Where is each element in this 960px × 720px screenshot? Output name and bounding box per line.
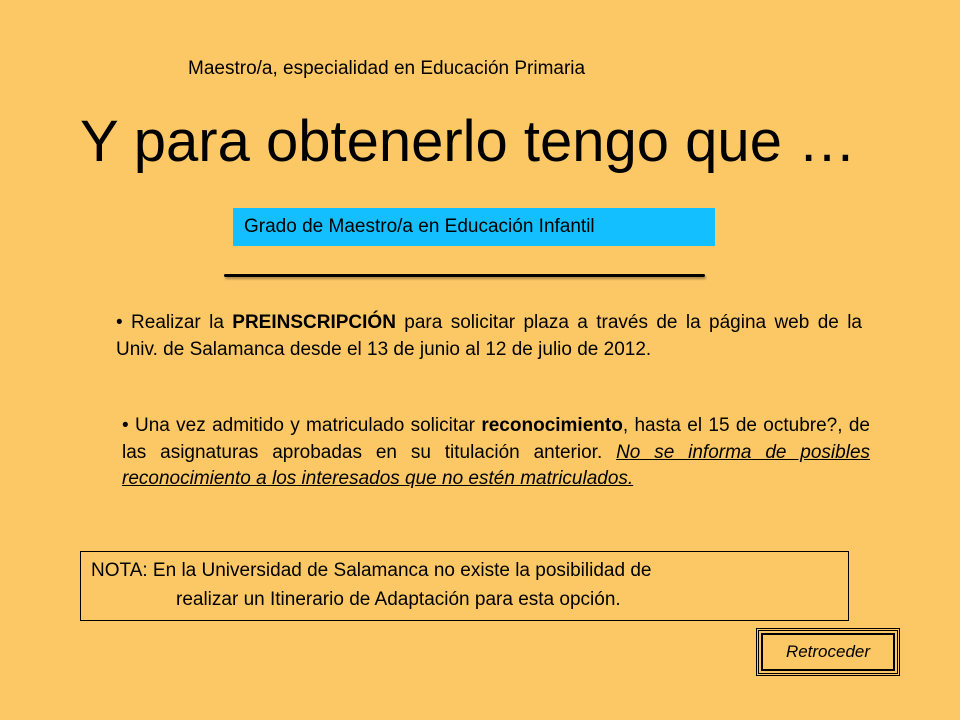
back-button[interactable]	[756, 628, 900, 676]
bullet-marker: •	[122, 415, 129, 436]
bullet-bold-term: PREINSCRIPCIÓN	[232, 312, 396, 333]
page-subtitle: Maestro/a, especialidad en Educación Primaria	[188, 58, 586, 79]
note-line-2: realizar un Itinerario de Adaptación para esta opción.	[176, 589, 621, 610]
bullet-text-end: , hasta el 15 de octubre?, de las asignaturas aprobadas en su titulación anterior.	[122, 415, 870, 463]
note-line-1: NOTA: En la Universidad de Salamanca no existe la posibilidad de	[91, 560, 652, 581]
page-title: Y para obtenerlo tengo que …	[80, 109, 857, 174]
note-box	[80, 551, 849, 621]
degree-label-box	[233, 208, 715, 246]
bullet-text-start: Una vez admitido y matriculado solicitar	[128, 415, 482, 436]
bullet-bold-term: reconocimiento	[481, 415, 623, 436]
bullet-text-start: Realizar la	[122, 312, 233, 333]
divider-line	[224, 274, 705, 277]
bullet-reconocimiento	[122, 413, 870, 493]
bullet-preinscripcion	[116, 310, 862, 363]
bullet-text-end: para solicitar plaza a través de la página web de la Univ. de Salamanca desde el 13 de junio al 12 de julio de 2012.	[116, 312, 862, 360]
bullet-underlined-note: No se informa de posibles reconocimiento a los interesados que no estén matriculados.	[122, 441, 871, 489]
back-button-frame	[761, 633, 895, 671]
degree-label: Grado de Maestro/a en Educación Infantil	[244, 216, 595, 237]
bullet-marker: •	[116, 312, 123, 333]
back-button-label: Retroceder	[785, 642, 871, 661]
